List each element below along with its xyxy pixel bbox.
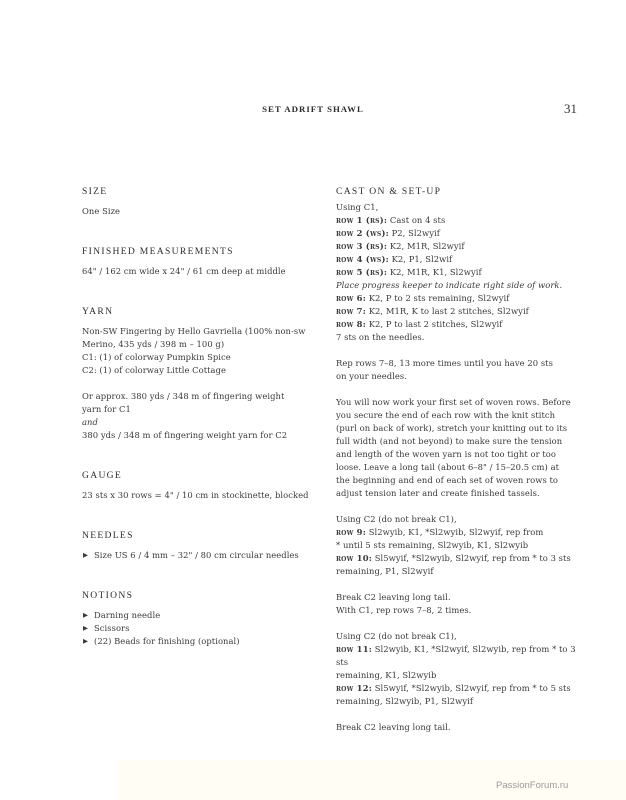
row-instruction: row 5 (rs): K2, M1R, K1, Sl2wyif (336, 267, 482, 277)
woven-paragraph-line: loose. Leave a long tail (about 6–8" / 15–20.5 cm) at (336, 462, 560, 472)
row-instruction: row 7: K2, M1R, K to last 2 stitches, Sl2wyif (336, 306, 529, 316)
break-c2: Break C2 leaving long tail. (336, 592, 451, 602)
notions-heading: NOTIONS (82, 590, 134, 601)
needles-heading: NEEDLES (82, 530, 134, 541)
list-item: ▶ (22) Beads for finishing (optional) (83, 636, 240, 646)
yarn-heading: YARN (82, 306, 114, 317)
gauge-section (82, 469, 318, 502)
yarn-alt-line: Or approx. 380 yds / 348 m of fingering weight (82, 391, 285, 401)
size-section (82, 185, 318, 218)
row-instruction: row 2 (ws): P2, Sl2wyif (336, 228, 440, 238)
row-instruction-cont: remaining, P1, Sl2wyif (336, 566, 434, 576)
woven-paragraph-line: You will now work your first set of woven rows. Before (336, 397, 571, 407)
bullet-icon: ▶ (83, 551, 89, 559)
cast-on-heading: CAST ON & SET-UP (336, 186, 442, 197)
yarn-line: C1: (1) of colorway Pumpkin Spice (82, 352, 231, 362)
page-header-title: SET ADRIFT SHAWL (262, 104, 364, 114)
break-c2: Break C2 leaving long tail. (336, 722, 451, 732)
page-number: 31 (564, 101, 577, 116)
notions-list (82, 609, 318, 648)
using-c2: Using C2 (do not break C1), (336, 631, 457, 641)
needles-list (82, 549, 318, 562)
size-text: One Size (82, 206, 121, 216)
notions-section (82, 589, 318, 648)
left-column (82, 185, 318, 675)
woven-paragraph-line: and length of the woven yarn is not too tight or too (336, 449, 556, 459)
row-instruction: row 12: Sl5wyif, *Sl2wyib, Sl2wyif, rep from * to 5 sts (336, 683, 571, 693)
woven-paragraph-line: (purl on back of work), stretch your knitting out to its (336, 423, 568, 433)
yarn-line: Non-SW Fingering by Hello Gavriella (100% non-sw (82, 326, 306, 336)
row-instruction: row 6: K2, P to 2 sts remaining, Sl2wyif (336, 293, 510, 303)
yarn-section (82, 305, 318, 442)
row-instruction: row 1 (rs): Cast on 4 sts (336, 215, 446, 225)
yarn-line: Merino, 435 yds / 398 m – 100 g) (82, 339, 225, 349)
yarn-alt-line: yarn for C1 (82, 404, 131, 414)
stitch-count: 7 sts on the needles. (336, 332, 425, 342)
using-c2: Using C2 (do not break C1), (336, 514, 457, 524)
woven-paragraph-line: the beginning and end of each set of woven rows to (336, 475, 559, 485)
list-item: ▶ Darning needle (83, 610, 161, 620)
with-c1: With C1, rep rows 7–8, 2 times. (336, 605, 472, 615)
finished-measurements-text: 64" / 162 cm wide x 24" / 61 cm deep at middle (82, 266, 286, 276)
list-item: ▶ Size US 6 / 4 mm – 32" / 80 cm circular needles (83, 550, 299, 560)
row-instruction: row 8: K2, P to last 2 stitches, Sl2wyif (336, 319, 503, 329)
yarn-line: C2: (1) of colorway Little Cottage (82, 365, 227, 375)
gauge-heading: GAUGE (82, 470, 123, 481)
row-instruction-cont: remaining, Sl2wyib, P1, Sl2wyif (336, 696, 473, 706)
needles-section (82, 529, 318, 562)
row-instruction: row 3 (rs): K2, M1R, Sl2wyif (336, 241, 465, 251)
yarn-alt-last: 380 yds / 348 m of fingering weight yarn for C2 (82, 430, 288, 440)
yarn-and: and (82, 417, 98, 427)
woven-paragraph-line: you secure the end of each row with the knit stitch (336, 410, 556, 420)
progress-keeper-note: Place progress keeper to indicate right side of work. (336, 280, 563, 290)
bullet-icon: ▶ (83, 624, 89, 632)
row-instruction: row 4 (ws): K2, P1, Sl2wif (336, 254, 453, 264)
woven-paragraph-line: full width (and not beyond) to make sure the tension (336, 436, 563, 446)
finished-measurements-section (82, 245, 318, 278)
using-c1: Using C1, (336, 202, 379, 212)
bullet-icon: ▶ (83, 611, 89, 619)
size-heading: SIZE (82, 186, 108, 197)
repeat-line: Rep rows 7–8, 13 more times until you have 20 sts (336, 358, 553, 368)
bullet-icon: ▶ (83, 637, 89, 645)
row-instruction: row 11: Sl2wyib, K1, *Sl2wyif, Sl2wyib, rep from * to 3 sts (336, 644, 576, 667)
list-item: ▶ Scissors (83, 623, 130, 633)
right-column (336, 185, 584, 734)
row-instruction-cont: * until 5 sts remaining, Sl2wyib, K1, Sl2wyib (336, 540, 529, 550)
gauge-text: 23 sts x 30 rows = 4" / 10 cm in stockinette, blocked (82, 490, 309, 500)
watermark: PassionForum.ru (496, 780, 569, 791)
row-instruction-cont: remaining, K1, Sl2wyib (336, 670, 437, 680)
row-instruction: row 10: Sl5wyif, *Sl2wyib, Sl2wyif, rep from * to 3 sts (336, 553, 571, 563)
row-instruction: row 9: Sl2wyib, K1, *Sl2wyib, Sl2wyif, rep from (336, 527, 544, 537)
finished-measurements-heading: FINISHED MEASUREMENTS (82, 246, 234, 257)
repeat-line: on your needles. (336, 371, 407, 381)
woven-paragraph-line: adjust tension later and create finished tassels. (336, 488, 540, 498)
